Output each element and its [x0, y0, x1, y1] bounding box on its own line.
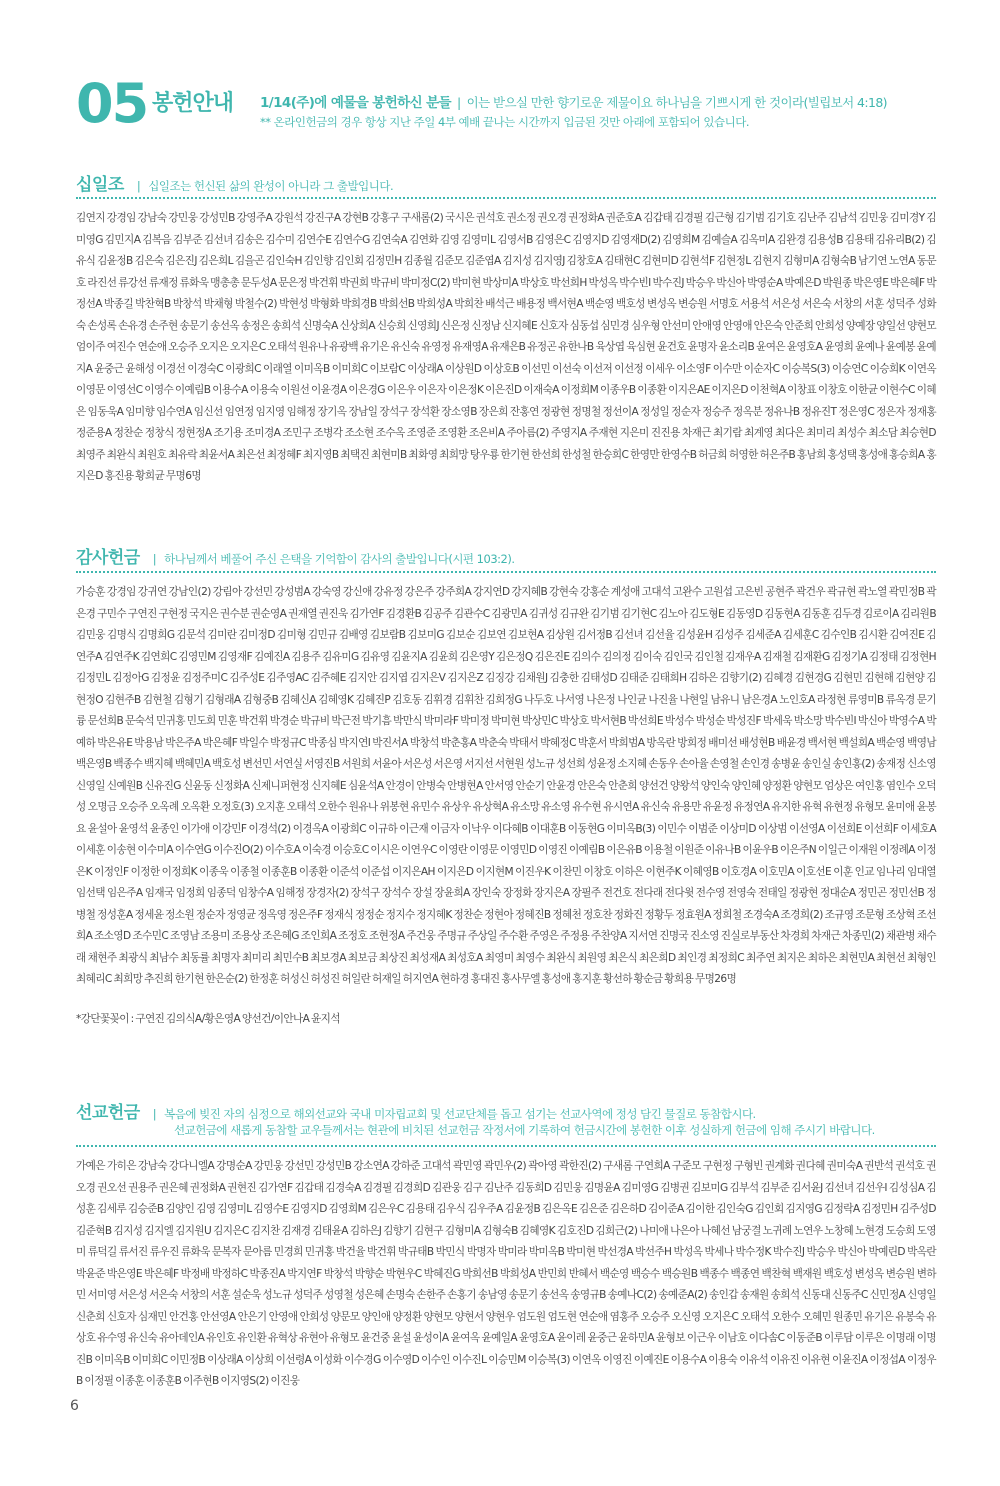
- mission-header: [76, 1098, 936, 1137]
- header-subtitle: [260, 91, 887, 111]
- dotted-divider: [76, 1145, 936, 1147]
- tithe-header: [76, 170, 936, 195]
- mission-description: [153, 1106, 756, 1122]
- dotted-divider: [76, 571, 936, 573]
- online-offering-note: ** 온라인헌금의 경우 항상 지난 주일 4부 예배 끝나는 시간까지 입금된 것만 아래에 포함되어 있습니다.: [260, 115, 750, 129]
- tithe-title: 십일조: [76, 175, 124, 195]
- section-number: 05: [76, 72, 148, 135]
- divider-bar: |: [457, 95, 461, 110]
- thanks-header: [76, 543, 936, 568]
- thanks-description: [153, 551, 515, 567]
- divider-bar: |: [152, 552, 157, 566]
- thanks-names: 가승훈 강경임 강귀연 강남인(2) 강림아 강선민 강성범A 강숙영 강신애 강유정 강은주 강주희A 강지연D 강지혜B 강현숙 강홍순 계성애 고대석 고완수 고원섭 고은빈 공현주 곽건우 곽규현 곽노열 곽민정B 곽은경 구민수 구연진 구현정 국지은 권수분 권순영A 권재열 권진욱 김가연F 김경환B 김공주 김관수C 김광민A 김귀성 김규완 김기범 김기현C 김노아 김도형E 김동영D 김동현A 김동훈 김두경 김로이A 김리원B 김민웅 김명식 김명희G 김문석 김미란 김미정D 김미형 김민규 김배영 김보람B 김보미G 김보순 김보연 김보현A 김상원 김서정B 김선녀 김선율 김성윤H 김성주 김세준A 김세훈C 김수인B 김시환 김여진E 김연주A 김연주K 김연희C 김영민M 김영재F 김예진A 김용주 김유미G 김유영 김윤지A 김윤희 김은영Y 김은정Q 김은진E 김의수 김의정 김이숙 김인국 김인철 김재우A 김재철 김재환G 김정기A 김정태 김정현H 김정민L 김정아G 김정윤 김정주미C 김주성E 김주영AC 김주혜E 김지안 김지엽 김지은V 김지은Z 김징강 김채원J 김충한 김태성D 김태준 김태희H 김하은 김향기(2) 김혜경 김현경G 김현민 김현해 김현양 김현정O 김현주B 김현철 김형기 김형래A 김형중B 김혜신A 김혜영K 김혜진P 김호동 김휘경 김휘찬 김희정G 나두호 나서영 나은정 나인균 나진율 나현일 남유니 남은경A 노인호A 라정현 류영미B 류옥경 문기륭 문선희B 문숙석 민귀홍 민도희 민훈 박건휘 박경순 박규비 박근전 박기흠 박만식 박미라F 박미정 박미현 박상민C 박상호 박서현B 박선희E 박성수 박성순 박성진F 박세욱 박소망 박수빈I 박신아 박영수A 박예하 박은유E 박용남 박은주A 박은혜F 박일수 박정규C 박종심 박지연I 박진서A 박창석 박춘홍A 박춘숙 박태서 박혜정C 박훈서 박희범A 방옥란 방희정 배미선 배성현B 배윤경 백서현 백설희A 백순영 백영남 백은영B 백종수 백지혜 백혜민A 백호성 변선민 서연실 서영진B 서원희 서윤아 서은성 서은영 서지선 서현원 성노규 성선희 성윤정 소지혜 손동우 손아율 손영철 손인경 송병윤 송인실 송인홍(2) 송재정 신소영 신영일 신예원B 신유진G 신윤동 신정화A 신제니퍼현정 신지혜E 심윤석A 안경이 안병숙 안병현A 안서영 안순기 안윤경 안은숙 안춘희 양선건 양왕석 양인숙 양인혜 양정환 양현모 엄상은 여인홍 염인수 오덕성 오명금 오승주 오옥례 오옥환 오정호(3) 오지훈 오태석 오한수 원유나 위봉현 유민수 유상우 유상혁A 유소망 유소영 유수현 유시연A 유신숙 유용만 유윤정 유정연A 유지한 유혁 유현정 유형모 윤미애 윤봉요 윤설아 윤영석 윤종인 이가애 이강민F 이경석(2) 이경옥A 이광희C 이규하 이근재 이금자 이낙우 이다혜B 이대훈B 이동현G 이미옥B(3) 이민수 이범준 이상미D 이상범 이선영A 이선희E 이선희F 이세호A 이세훈 이송현 이수미A 이수연G 이수진O(2) 이수호A 이숙경 이승호C 이시은 이연우C 이영란 이영문 이영민D 이영진 이예림B 이은유B 이용철 이원준 이유나B 이윤우B 이은주N 이일근 이재원 이정례A 이정은K 이정인F 이정한 이정희K 이종욱 이종철 이종훈B 이종환 이준석 이준섭 이지은AH 이지은D 이지현M 이진우K 이찬민 이창호 이하은 이현주K 이혜영B 이호경A 이호민A 이호선E 이훈 인교 임나리 임대열 임선택 임은주A 임재국 임정희 임종덕 임창수A 임해정 장경자(2) 장석구 장석수 장설 장윤희A 장인숙 장정화 장지은A 장필주 전건호 전다래 전다윗 전수영 전영숙 전태일 정광현 정대순A 정민곤 정민선B 정병철 정성훈A 정세윤 정소원 정순자 정영균 정옥영 정은주F 정재식 정정순 정지수 정지혜K 정찬순 정현아 정혜진B 정혜천 정호찬 정화진 정황두 정효원A 정희철 조경숙A 조경희(2) 조규영 조문형 조상혁 조선희A 조소영D 조수민C 조영남 조용미 조용상 조은혜G 조인희A 조정호 조현정A 주건웅 주명규 주상일 주수환 주영은 주정용 주찬양A 지서연 진명국 진소영 진실로부동산 차경희 차재근 차종민(2) 채관병 채수래 채현주 최광식 최남수 최동률 최명자 최미리 최민수B 최보경A 최보금 최상진 최성재A 최성호A 최영미 최영수 최완식 최원영 최은식 최은희D 최인경 최정희C 최주연 최지은 최하은 최현민A 최현선 최형인 최혜리C 최희망 추진희 한기현 한은순(2) 한정훈 허성신 허성진 허일란 허재일 허지연A 현하경 홍대진 홍사무엘 홍성애 홍지훈 황선하 황순금 황희용 무명26명: [76, 586, 936, 985]
- mission-desc-text: 복음에 빚진 자의 심정으로 해외선교와 국내 미자립교회 및 선교단체를 돕고 섬기는 선교사역에 정성 담긴 물질로 동참합시다.: [164, 1107, 756, 1121]
- divider-bar: |: [136, 179, 141, 193]
- flower-footnote: *강단꽃꽂이 : 구연진 김의식A/황은영A 양선건/이안나A 윤지석: [76, 1013, 340, 1025]
- tithe-description: [137, 178, 393, 194]
- thanks-title: 감사헌금: [76, 548, 140, 568]
- thanks-desc-text: 하나님께서 베풀어 주신 은택을 기억함이 감사의 출발입니다(시편 103:2).: [164, 552, 515, 566]
- divider-bar: |: [152, 1107, 157, 1121]
- bible-verse: 이는 받으실 만한 향기로운 제물이요 하나님을 기쁘시게 한 것이라(빌립보서 4:18): [466, 95, 887, 110]
- mission-names: 가예은 가히은 강남숙 강다니엘A 강명순A 강민웅 강선민 강성민B 강소연A 강하준 고대석 곽민영 곽민우(2) 곽아영 곽한진(2) 구새롬 구연희A 구준모 구현정 구형빈 권계화 권다혜 권미숙A 권반석 권석호 권오경 권오선 권용주 권은혜 권정화A 권현진 김가연F 김갑태 김경숙A 김경필 김경희D 김관웅 김구 김난주 김동희D 김민웅 김명윤A 김미영G 김병권 김보미G 김부석 김부준 김서윤J 김선녀 김선우I 김성심A 김성훈 김세루 김승준B 김양인 김영 김영미L 김영수E 김영지D 김영희M 김은우C 김용태 김우식 김우주A 김윤정B 김은옥E 김은준 김은하D 김이준A 김이한 김인숙G 김인회 김지영G 김정락A 김정민H 김주성D 김준혁B 김지성 김지엘 김지원U 김지은C 김지찬 김재경 김태윤A 김하은J 김향기 김현구 김형미A 김형숙B 김혜영K 김호진D 김희근(2) 나미애 나은아 나혜선 남궁결 노귀례 노연우 노창혜 노현경 도승희 도영미 류덕길 류서진 류우진 류화욱 문복자 문아름 민경희 민귀홍 박건율 박건휘 박규태B 박민식 박명자 박미라 박미옥B 박미현 박선경A 박선주H 박성옥 박세나 박수정K 박수진J 박승우 박신아 박예린D 박옥란 박윤준 박은영E 박은혜F 박정배 박정하C 박종진A 박지연F 박창석 박향순 박현우C 박혜진G 박희선B 박희성A 반민희 반혜서 백순영 백승수 백승원B 백종수 백종연 백찬혁 백재원 백호성 변성옥 변승원 변하민 서미영 서은성 서은숙 서창의 서훈 설순욱 성노규 성덕주 성영철 성은혜 손명숙 손한주 손홍기 송남영 송문기 송선옥 송영규B 송예나C(2) 송예준A(2) 송인갑 송재원 송희석 신동대 신동주C 신민정A 신영일 신춘희 신호자 심재민 안건홍 안선영A 안은기 안영애 안희성 양문모 양인애 양정환 양현모 양현서 양현우 엄도원 엄도현 연순애 염홍주 오승주 오신영 오지은C 오태석 오한수 오혜민 원종민 유기은 유봉숙 유상호 유수영 유신숙 유아데인A 유인호 유인환 유혁상 유현아 유형모 윤건중 윤설 윤성이A 윤여옥 윤예일A 윤영호A 윤이레 윤중근 윤하민A 윤형보 이근우 이남호 이다솜C 이동준B 이루담 이루은 이명래 이명진B 이미옥B 이미희C 이민정B 이상래A 이상희 이선령A 이성화 이수경G 이수영D 이수인 이수진L 이승민M 이승복(3) 이연옥 이영진 이예진E 이용수A 이용숙 이유석 이유진 이유현 이윤진A 이정섭A 이정우B 이정필 이종훈 이종훈B 이주현B 이지영S(2) 이진웅: [76, 1160, 936, 1387]
- dotted-divider: [76, 197, 936, 199]
- page-number: 6: [70, 1398, 79, 1414]
- tithe-names: 김연지 강경임 강남숙 강민웅 강성민B 강영주A 강원석 강진구A 강현B 강홍구 구새롬(2) 국시은 권석호 권소정 권오경 권정화A 권준호A 김갑태 김경필 김근형 김기범 김기호 김난주 김남석 김민웅 김미경Y 김미영G 김민지A 김복음 김부준 김선녀 김송은 김수미 김연수E 김연수G 김연숙A 김연화 김영 김영미L 김영서B 김영은C 김영지D 김영재D(2) 김영희M 김예슬A 김옥미A 김완경 김용성B 김용태 김유리B(2) 김유식 김윤정B 김은숙 김은진J 김은희L 김을곤 김인숙H 김인향 김인회 김정민H 김종월 김준모 김준엽A 김지성 김지영J 김창호A 김태현C 김현미D 김현석F 김현정L 김현지 김형미A 김형숙B 남기연 노연A 동문호 라진선 류강선 류재정 류화욱 맹총총 문두성A 문은정 박건휘 박권희 박규비 박미정C(2) 박미현 박상미A 박상호 박선희H 박성옥 박수빈I 박수진J 박승우 박신아 박영순A 박예은D 박원종 박은영E 박은혜F 박정선A 박종길 박찬혁B 박창석 박채형 박철수(2) 박현성 박형화 박희경B 박희선B 박희성A 박희찬 배석근 배용정 백서현A 백순영 백호성 변성옥 변승원 서명호 서용석 서은성 서은숙 서창의 서훈 성덕주 성화숙 손성록 손유경 손주현 송문기 송선옥 송정은 송희석 신명숙A 신상희A 신승희 신영희J 신은정 신정남 신지혜E 신호자 심동섭 심민경 심우형 안선미 안애영 안영애 안은숙 안준희 안희성 양예장 양일선 양현모 엄이주 여진수 연순애 오승주 오지은 오지은C 오태석 원유나 유광백 유기은 유신숙 유영정 유재영A 유재은B 유정곤 유한나B 육상엽 육심현 윤건호 윤명자 윤소리B 윤여은 윤영호A 윤영희 윤예나 윤예봉 윤예지A 윤중근 윤해성 이경선 이경숙C 이광희C 이래열 이미옥B 이미희C 이보람C 이상래A 이상원D 이상호B 이선민 이선숙 이선저 이선정 이세우 이소영F 이수만 이순자C 이승복S(3) 이승연C 이승희K 이연옥 이영문 이영선C 이영수 이예림B 이용수A 이용숙 이원선 이윤경A 이은경G 이은우 이은자 이은정K 이은진D 이재숙A 이정희M 이종우B 이종환 이지은AE 이지은D 이천혁A 이창표 이창호 이한균 이현수C 이혜은 임동욱A 임미향 임수연A 임신선 임연정 임지영 임해정 장기옥 장남일 장석구 장석환 장소영B 장은희 잔홍연 정광현 정명철 정선이A 정성일 정순자 정승주 정옥분 정유나B 정유진T 정은영C 정은자 정재홍 정준용A 정찬순 정창식 정현정A 조기용 조미경A 조민구 조병각 조소현 조수옥 조영준 조영환 조은비A 주아름(2) 주영지A 주재현 지은미 진진용 차재근 최기람 최계영 최다은 최미리 최성수 최소담 최승현D 최영주 최완식 최원호 최유락 최윤서A 최은선 최정혜F 최지영B 최택진 최현미B 최화영 최희망 탕우룡 한기현 한선희 한성철 한승희C 한영만 한영수B 허금희 허영한 허은주B 홍남희 홍성택 홍성애 홍승희A 홍지은D 홍진용 황희균 무명6명: [76, 212, 936, 482]
- mission-description-2: 선교헌금에 새롭게 동참할 교우들께서는 현관에 비치된 선교헌금 작정서에 기록하여 헌금시간에 봉헌한 이후 성실하게 헌금에 임해 주시기 바랍니다.: [174, 1123, 875, 1137]
- date-line: 1/14(주)에 예물을 봉헌하신 분들: [260, 95, 452, 111]
- mission-title: 선교헌금: [76, 1103, 140, 1123]
- page-header: [76, 72, 956, 142]
- tithe-desc-text: 십일조는 헌신된 삶의 완성이 아니라 그 출발입니다.: [148, 179, 394, 193]
- page-title: 봉헌안내: [152, 91, 234, 116]
